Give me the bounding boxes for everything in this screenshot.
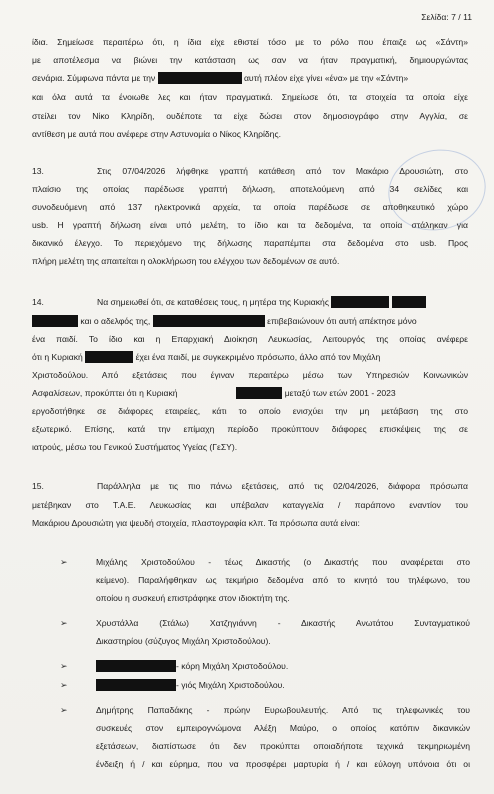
bullet-line: συσκευές στον εμπειρογνώμονα Αλέξη Μαύρο, ο οποίος κατόπιν δικανικών xyxy=(96,723,470,733)
p14-text: Ασφαλίσεων, προκύπτει ότι η Κυριακή xyxy=(32,388,178,398)
page-number: Σελίδα: 7 / 11 xyxy=(421,12,472,22)
paragraph-number: 14. xyxy=(32,297,44,307)
p13-line: δικανικό έλεγχο. Το περιεχόμενο της δήλωσης παραπέμπει στα δεδομένα στο usb. Προς xyxy=(32,238,468,248)
paragraph-number: 15. xyxy=(32,481,44,491)
p12-line: με αποτέλεσμα να βιώνει την κατάσταση ως σαν να ήταν πραγματική, δημιουργώντας xyxy=(32,55,468,65)
p12-line: ίδια. Σημείωσε περαιτέρω ότι, η ίδια είχε εθιστεί τόσο με το ρόλο που έπαιζε ως «Σάντη» xyxy=(32,37,468,47)
bullet-line xyxy=(96,660,470,672)
p13-line: πλαίσιο της οποίας παρέδωσε γραπτή δήλωση, αποτελούμενη από 34 σελίδες και xyxy=(32,184,468,194)
arrow-bullet-icon: ➢ xyxy=(60,680,68,690)
p13-line: usb. Η γραπτή δήλωση είναι υπό μελέτη, το ίδιο και τα δεδομένα, τα οποία στάληκαν για xyxy=(32,220,468,230)
p14-text: Να σημειωθεί ότι, σε καταθέσεις τους, η μητέρα της Κυριακής xyxy=(97,297,329,307)
p12-text: σενάρια. Σύμφωνα πάντα με την xyxy=(32,73,156,83)
bullet-line xyxy=(96,679,470,691)
redaction-box xyxy=(96,679,176,691)
redaction-box xyxy=(96,660,176,672)
p14-line xyxy=(32,387,468,399)
p14-line: Χριστοδούλου. Από εξετάσεις που έγιναν περαιτέρω μέσω των Υπηρεσιών Κοινωνικών xyxy=(32,370,468,380)
p12-line: στείλει τον Νίκο Κληρίδη, ουδέποτε τα είχε δώσει στον δημοσιογράφο στην Αγγλία, σε xyxy=(32,111,468,121)
bullet-line: Χρυστάλλα (Στάλω) Χατζηγιάννη - Δικαστής Ανωτάτου Συνταγματικού xyxy=(96,618,470,628)
p12-line: και όλα αυτά τα ένοιωθε λες και ήταν πραγματικά. Σημείωσε ότι, τα στοιχεία τα οποία είχε xyxy=(32,92,468,102)
p14-line xyxy=(32,351,468,363)
p13-line: Στις 07/04/2026 λήφθηκε γραπτή κατάθεση από τον Μακάριο Δρουσιώτη, στο xyxy=(97,166,468,176)
redaction-box xyxy=(236,387,282,399)
p15-line: μετέβηκαν στο Τ.Α.Ε. Λευκωσίας και υπέβαλαν καταγγελία / παράπονο εναντίον του xyxy=(32,500,468,510)
redaction-box xyxy=(32,315,78,327)
p12-line xyxy=(32,72,468,84)
redaction-box xyxy=(158,72,242,84)
bullet-line: οποίου η συσκευή επιστράφηκε στον ιδιοκτήτη της. xyxy=(96,593,290,603)
arrow-bullet-icon: ➢ xyxy=(60,557,68,567)
redaction-box xyxy=(85,351,133,363)
p14-line: εξωτερικό. Επίσης, κατά την επίμαχη περίοδο προκύπτουν διάφορες επισκέψεις της σε xyxy=(32,424,468,434)
arrow-bullet-icon: ➢ xyxy=(60,705,68,715)
p14-text: επιβεβαιώνουν ότι αυτή απέκτησε μόνο xyxy=(267,316,417,326)
p14-line: ιατρούς, μέσω του Γενικού Συστήματος Υγείας (ΓεΣΥ). xyxy=(32,442,238,452)
p14-text: ότι η Κυριακή xyxy=(32,352,83,362)
bullet-line: εξετάσεων, διαπίστωσε ότι δεν προκύπτει οποιαδήποτε τεχνικά τεκμηριωμένη xyxy=(96,741,470,751)
p14-line xyxy=(32,315,468,327)
redaction-box xyxy=(331,296,389,308)
bullet-line: κείμενο). Παραλήφθηκαν ως τεκμήριο δεδομένα από το κινητό του τηλέφωνο, του xyxy=(96,575,470,585)
p15-line: Παράλληλα με τις πιο πάνω εξετάσεις, από τις 02/04/2026, διάφορα πρόσωπα xyxy=(97,481,468,491)
p12-text: αυτή πλέον είχε γίνει «ένα» με την «Σάντη» xyxy=(243,73,409,83)
p14-text: έχει ένα παιδί, με συγκεκριμένο πρόσωπο, άλλο από τον Μιχάλη xyxy=(135,352,381,362)
p14-line: εργοδοτήθηκε σε διάφορες εταιρείες, κάτι το οποίο ενισχύει την μη μετάβαση της στο xyxy=(32,406,468,416)
p13-line: συνοδευόμενη από 137 ηλεκτρονικά αρχεία, τα οποία παρέδωσε σε αποθηκευτικό χώρο xyxy=(32,202,468,212)
bullet-line: Δημήτρης Παπαδάκης - πρώην Ευρωβουλευτής. Από τις τηλεφωνικές του xyxy=(96,705,470,715)
p14-line: ένα παιδί. Το ίδιο και η Επαρχιακή Διοίκηση Λευκωσίας, Λειτουργός της οποίας ανέφερε xyxy=(32,334,468,344)
p14-text: μεταξύ των ετών 2001 - 2023 xyxy=(284,388,396,398)
p14-text: και ο αδελφός της, xyxy=(80,316,151,326)
p15-line: Μακάριου Δρουσιώτη για ψευδή στοιχεία, πλαστογραφία κλπ. Τα πρόσωπα αυτά είναι: xyxy=(32,518,360,528)
arrow-bullet-icon: ➢ xyxy=(60,618,68,628)
redaction-box xyxy=(392,296,426,308)
paragraph-number: 13. xyxy=(32,166,44,176)
bullet-line: ένδειξη ή / και εύρημα, που να προσφέρει μαρτυρία ή / και εύλογη υπόνοια ότι οι xyxy=(96,759,470,769)
bullet-text: - κόρη Μιχάλη Χριστοδούλου. xyxy=(176,661,289,671)
p12-line: αντίθεση με αυτά που ανέφερε στην Αστυνομία ο Νίκος Κληρίδης. xyxy=(32,129,281,139)
bullet-text: - γιός Μιχάλη Χριστοδούλου. xyxy=(176,680,285,690)
bullet-line: Μιχάλης Χριστοδούλου - τέως Δικαστής (ο Δικαστής που αναφέρεται στο xyxy=(96,557,470,567)
arrow-bullet-icon: ➢ xyxy=(60,661,68,671)
redaction-box xyxy=(153,315,265,327)
p13-line: πλήρη μελέτη της απαιτείται η ολοκλήρωση του ελέγχου των δεδομένων σε αυτό. xyxy=(32,256,340,266)
bullet-line: Δικαστηρίου (σύζυγος Μιχάλη Χριστοδούλου). xyxy=(96,636,271,646)
p14-line xyxy=(97,296,468,308)
